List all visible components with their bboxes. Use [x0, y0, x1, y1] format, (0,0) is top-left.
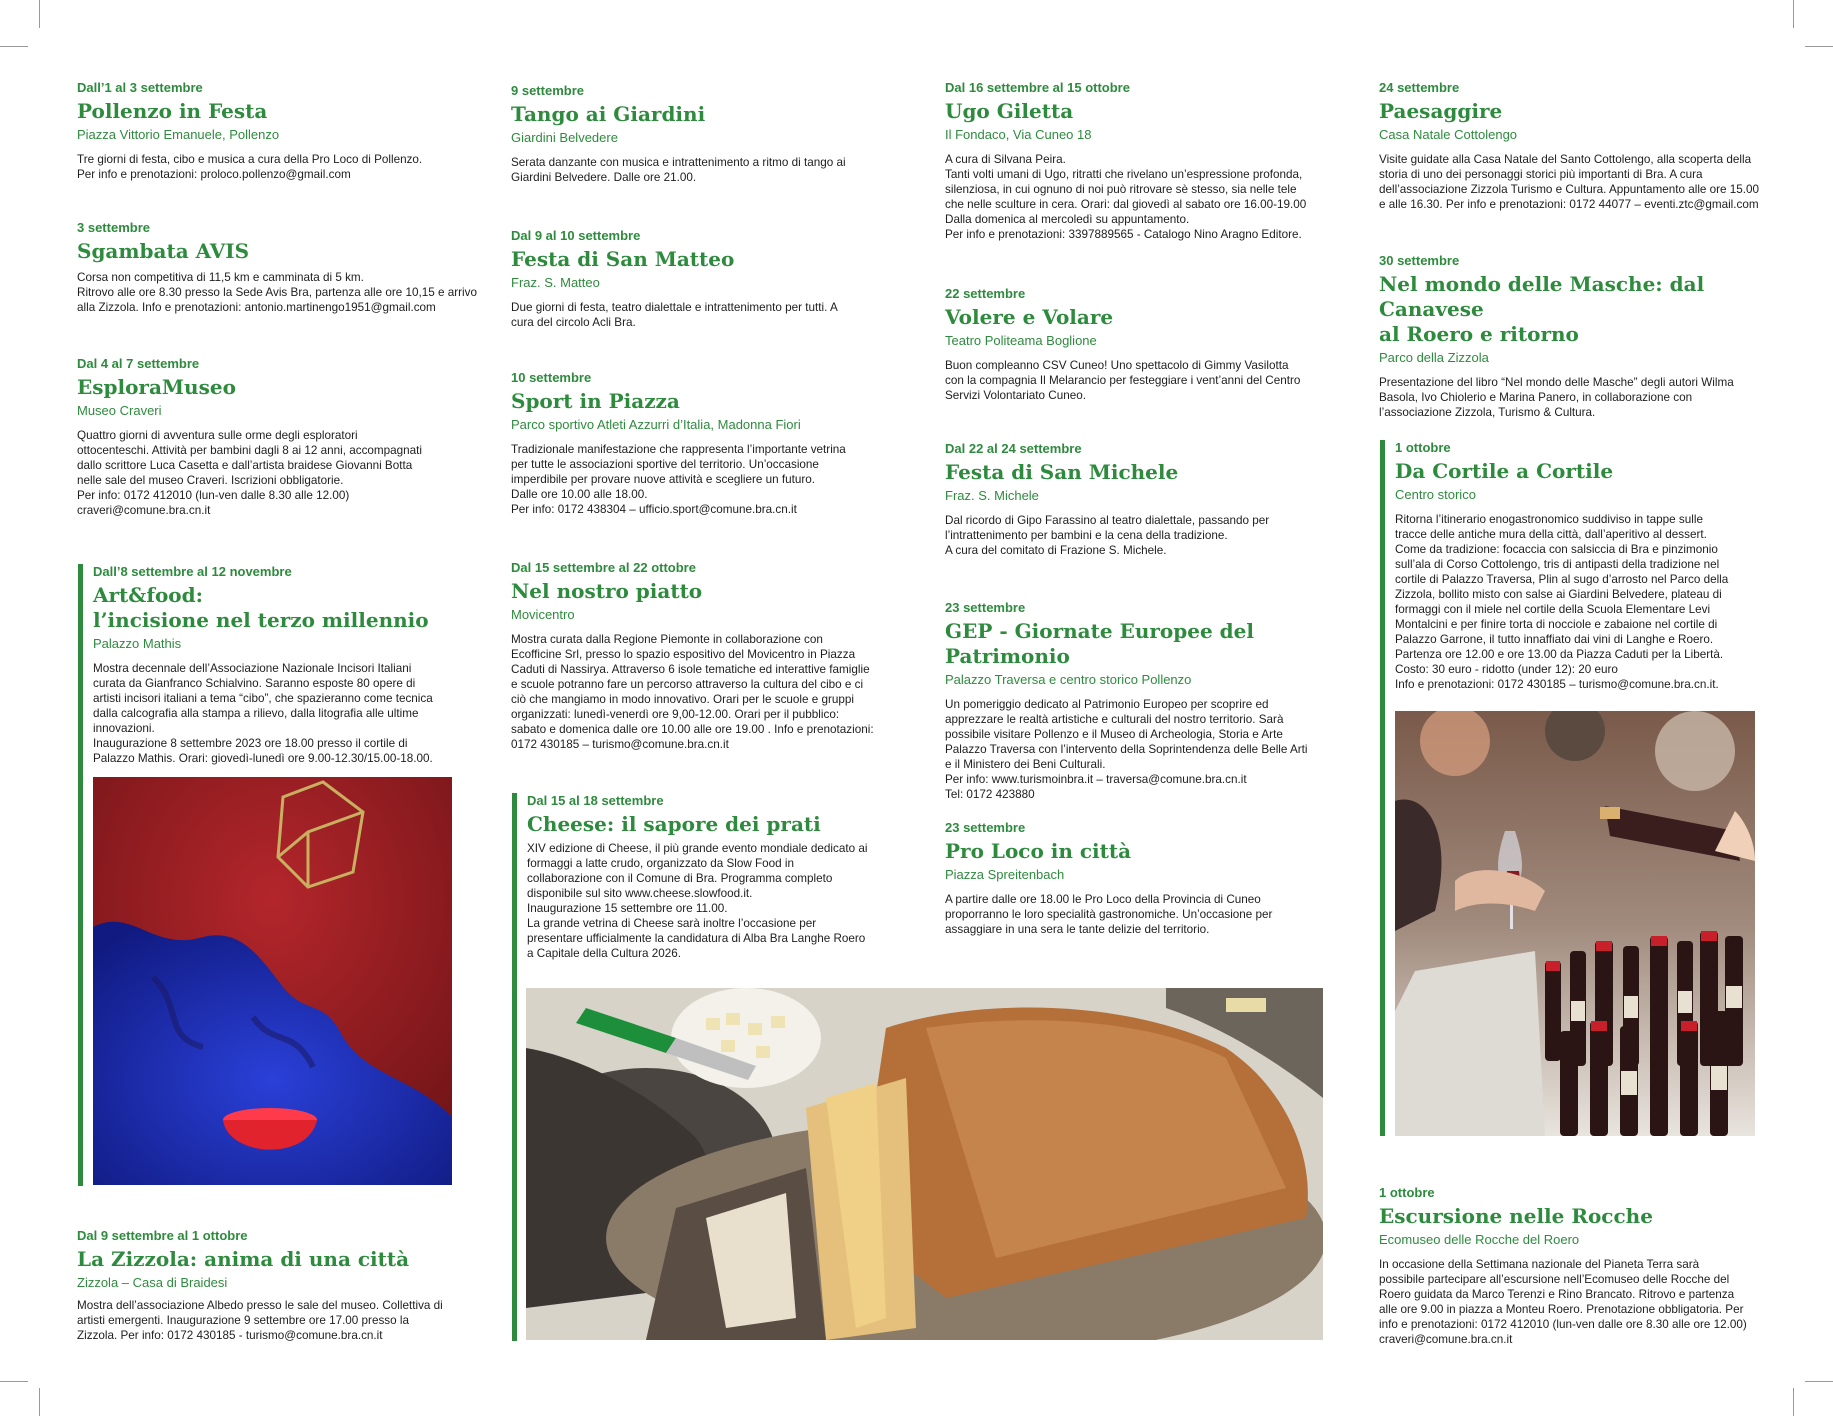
event-date: Dal 9 settembre al 1 ottobre: [77, 1228, 248, 1243]
event-location: Teatro Politeama Boglione: [945, 333, 1097, 348]
event-title: Art&food: l’incisione nel terzo millennio: [93, 583, 429, 632]
event-location: Palazzo Mathis: [93, 636, 182, 651]
event-title: Paesaggire: [1379, 99, 1503, 123]
event-title: Festa di San Matteo: [511, 247, 735, 271]
event-description: Corsa non competitiva di 11,5 km e camminata di 5 km. Ritrovo alle ore 8.30 presso la Sede Avis Bra, partenza alle ore 10,15 e arrivo alla Zizzola. Info e prenotazioni: antonio.martinengo1951@gmail.com: [77, 271, 477, 314]
event-date: 23 settembre: [945, 600, 1026, 615]
event-date: Dal 22 al 24 settembre: [945, 441, 1082, 456]
event-sport-in-piazza: [511, 370, 901, 517]
event-description: Quattro giorni di avventura sulle orme degli esploratori ottocenteschi. Attività per bambini dagli 8 ai 12 anni, accompagnati dallo scrittore Luca Casetta e dall’artista braidese Giovanni Botta nelle sale del museo Craveri. Iscrizioni obbligatorie. Per info: 0172 412010 (lun-ven dalle 8.30 alle 12.00) craveri@comune.bra.cn.it: [77, 429, 422, 517]
event-location: Parco sportivo Atleti Azzurri d’Italia, Madonna Fiori: [511, 417, 801, 432]
event-nel-mondo-delle-masche: [1379, 253, 1789, 420]
event-description: Mostra decennale dell’Associazione Nazionale Incisori Italiani curata da Gianfranco Schialvino. Saranno esposte 80 opere di artisti incisori italiani a tema “cibo”, che spazieranno come tecnica dalla calcografia alla stampa a rilievo, dalla litografia alle ultime innovazioni. Inaugurazione 8 settembre 2023 ore 18.00 presso il cortile di Palazzo Mathis. Orari: giovedì-lunedì ore 9.00-12.30/15.00-18.00.: [93, 662, 433, 765]
cheese-photo: [526, 988, 1323, 1340]
event-date: Dal 15 settembre al 22 ottobre: [511, 560, 696, 575]
event-description: Un pomeriggio dedicato al Patrimonio Europeo per scoprire ed apprezzare le realtà artistiche e culturali del nostro territorio. Sarà possibile visitare Pollenzo e il Museo di Archeologia, Storia e Arte Palazzo Traversa con l’intervento della Soprintendenza delle Belle Arti e il Ministero dei Beni Culturali. Per info: www.turismoinbra.it – traversa@comune.bra.cn.it Tel: 0172 423880: [945, 698, 1308, 801]
event-location: Fraz. S. Michele: [945, 488, 1039, 503]
event-title: Pro Loco in città: [945, 839, 1132, 863]
event-date: Dal 15 al 18 settembre: [527, 793, 664, 808]
event-description: XIV edizione di Cheese, il più grande evento mondiale dedicato ai formaggi a latte crudo, organizzato da Slow Food in collaborazione con il Comune di Bra. Programma completo disponibile sul sito www.cheese.slowfood.it. Inaugurazione 15 settembre ore 11.00. La grande vetrina di Cheese sarà inoltre l’occasione per presentare ufficialmente la candidatura di Alba Bra Langhe Roero a Capitale della Cultura 2026.: [527, 842, 868, 960]
event-description: Mostra dell’associazione Albedo presso le sale del museo. Collettiva di artisti emergenti. Inaugurazione 9 settembre ore 17.00 presso la Zizzola. Per info: 0172 430185 - turismo@comune.bra.cn.it: [77, 1299, 443, 1342]
event-la-zizzola: [77, 1228, 467, 1343]
event-title: Da Cortile a Cortile: [1395, 459, 1614, 483]
event-description: Dal ricordo di Gipo Farassino al teatro dialettale, passando per l’intrattenimento per bambini e la cena della tradizione. A cura del comitato di Frazione S. Michele.: [945, 514, 1270, 557]
event-date: 22 settembre: [945, 286, 1026, 301]
event-pro-loco-in-citta: [945, 820, 1345, 937]
event-description: Due giorni di festa, teatro dialettale e intrattenimento per tutti. A cura del circolo Acli Bra.: [511, 301, 838, 329]
event-festa-di-san-michele: [945, 441, 1345, 558]
event-location: Casa Natale Cottolengo: [1379, 127, 1518, 142]
event-pollenzo-in-festa: [77, 80, 457, 182]
event-nel-nostro-piatto: [511, 560, 911, 752]
event-title: Festa di San Michele: [945, 460, 1179, 484]
event-location: Ecomuseo delle Rocche del Roero: [1379, 1232, 1580, 1247]
event-date: 30 settembre: [1379, 253, 1460, 268]
event-description: Mostra curata dalla Regione Piemonte in collaborazione con Ecofficine Srl, presso lo spazio espositivo del Movicentro in Piazza Caduti di Nassirya. Attraverso 6 isole tematiche ed interattive famiglie e scuole potranno fare un percorso attraverso la cultura del cibo e ci ciò che mangiamo in modo innovativo. Orari per le scuole e gruppi organizzati: lunedì-venerdì ore 9,00-12.00. Orari per il pubblico: sabato e domenica dalle ore 10.00 alle ore 19.00 . Info e prenotazioni: 0172 430185 – turismo@comune.bra.cn.it: [511, 633, 874, 751]
event-title: Sport in Piazza: [511, 389, 680, 413]
event-location: Parco della Zizzola: [1379, 350, 1489, 365]
event-description: Tradizionale manifestazione che rappresenta l’importante vetrina per tutte le associazioni sportive del territorio. Un’occasione imperdibile per provare nuove attività e scegliere un futuro. Dalle ore 10.00 alle 18.00. Per info: 0172 438304 – ufficio.sport@comune.bra.cn.it: [511, 443, 846, 516]
event-location: Museo Craveri: [77, 403, 162, 418]
event-location: Zizzola – Casa di Braidesi: [77, 1275, 228, 1290]
event-tango-ai-giardini: [511, 83, 901, 185]
event-date: 23 settembre: [945, 820, 1026, 835]
event-title: Cheese: il sapore dei prati: [527, 812, 821, 836]
event-location: Fraz. S. Matteo: [511, 275, 600, 290]
event-date: 24 settembre: [1379, 80, 1460, 95]
event-description: Ritorna l’itinerario enogastronomico suddiviso in tappe sulle tracce delle antiche mura della città, dall’aperitivo al dessert. Come da tradizione: focaccia con salsiccia di Bra e pinzimonio sull’ala di Corso Cottolengo, tris di antipasti della tradizione nel cortile di Palazzo Traversa, Plin al sugo d’arrosto nel Parco della Zizzola, bollito misto con salse ai Giardini Belvedere, plateau di formaggi con il miele nel cortile della Scuola Elementare Levi Montalcini e per finire torta di nocciole e zabaione nel cortile di Palazzo Garrone, il tutto innaffiato dai vini di Langhe e Roero. Partenza ore 12.00 e ore 13.00 da Piazza Caduti per la Libertà. Costo: 30 euro - ridotto (under 12): 20 euro Info e prenotazioni: 0172 430185 – turismo@comune.bra.cn.it.: [1395, 513, 1729, 691]
event-date: 10 settembre: [511, 370, 592, 385]
event-description: Tre giorni di festa, cibo e musica a cura della Pro Loco di Pollenzo. Per info e prenotazioni: proloco.pollenzo@gmail.com: [77, 153, 423, 181]
event-title: Nel nostro piatto: [511, 579, 703, 603]
event-date: Dall’1 al 3 settembre: [77, 80, 203, 95]
event-volere-e-volare: [945, 286, 1345, 403]
event-date: Dall’8 settembre al 12 novembre: [93, 564, 292, 579]
event-date: 3 settembre: [77, 220, 150, 235]
event-location: Centro storico: [1395, 487, 1476, 502]
event-ugo-giletta: [945, 80, 1345, 242]
event-title: Escursione nelle Rocche: [1379, 1204, 1653, 1228]
event-festa-di-san-matteo: [511, 228, 901, 330]
event-title: Tango ai Giardini: [511, 102, 706, 126]
event-description: A partire dalle ore 18.00 le Pro Loco della Provincia di Cuneo proporranno le loro specialità gastronomiche. Un’occasione per assaggiare in una sera le tante delizie del territorio.: [945, 893, 1273, 936]
event-esploramuseo: [77, 356, 457, 518]
event-paesaggire: [1379, 80, 1779, 212]
event-escursione-nelle-rocche: [1379, 1185, 1799, 1347]
wine-tasting-photo: [1395, 711, 1755, 1136]
event-date: 1 ottobre: [1379, 1185, 1435, 1200]
event-title: EsploraMuseo: [77, 375, 236, 399]
event-description: Presentazione del libro “Nel mondo delle Masche” degli autori Wilma Basola, Ivo Chiolerio e Marina Panero, in collaborazione con l’associazione Zizzola, Turismo & Cultura.: [1379, 376, 1734, 419]
event-title: Ugo Giletta: [945, 99, 1074, 123]
event-sgambata-avis: [77, 220, 477, 315]
event-date: 9 settembre: [511, 83, 584, 98]
event-title: Sgambata AVIS: [77, 239, 250, 263]
event-title: La Zizzola: anima di una città: [77, 1247, 410, 1271]
event-date: Dal 16 settembre al 15 ottobre: [945, 80, 1130, 95]
event-location: Piazza Vittorio Emanuele, Pollenzo: [77, 127, 280, 142]
event-location: Piazza Spreitenbach: [945, 867, 1065, 882]
event-location: Giardini Belvedere: [511, 130, 618, 145]
event-description: Visite guidate alla Casa Natale del Santo Cottolengo, alla scoperta della storia di uno dei personaggi storici più importanti di Bra. A cura dell’associazione Zizzola Turismo e Cultura. Appuntamento alle ore 15.00 e alle 16.30. Per info e prenotazioni: 0172 44077 – eventi.ztc@gmail.com: [1379, 153, 1760, 211]
event-date: 1 ottobre: [1395, 440, 1451, 455]
event-location: Palazzo Traversa e centro storico Pollenzo: [945, 672, 1192, 687]
event-description: A cura di Silvana Peira. Tanti volti umani di Ugo, ritratti che rivelano un’espressione profonda, silenziosa, in cui ognuno di noi può ritrovare sè stesso, sia nelle tele che nelle sculture in cera. Orari: dal giovedì al sabato ore 16.00-19.00 Dalla domenica al mercoledì su appuntamento. Per info e prenotazioni: 3397889565 - Catalogo Nino Aragno Editore.: [945, 153, 1307, 241]
event-title: Volere e Volare: [945, 305, 1114, 329]
event-location: Movicentro: [511, 607, 575, 622]
event-description: Buon compleanno CSV Cuneo! Uno spettacolo di Gimmy Vasilotta con la compagnia Il Melarancio per festeggiare i vent’anni del Centro Servizi Volontariato Cuneo.: [945, 359, 1301, 402]
event-description: In occasione della Settimana nazionale del Pianeta Terra sarà possibile partecipare all’escursione nell’Ecomuseo delle Rocche del Roero guidata da Marco Terenzi e Rino Brancato. Ritrovo e partenza alle ore 9.00 in piazza a Monteu Roero. Prenotazione obbligatoria. Per info e prenotazioni: 0172 412010 (lun-ven dalle ore 8.30 alle ore 12.00) craveri@comune.bra.cn.it: [1379, 1258, 1747, 1346]
event-title: Pollenzo in Festa: [77, 99, 268, 123]
event-date: Dal 4 al 7 settembre: [77, 356, 200, 371]
event-title: Nel mondo delle Masche: dal Canavese al Roero e ritorno: [1379, 272, 1705, 346]
event-title: GEP - Giornate Europee del Patrimonio: [945, 619, 1254, 668]
artwork-image: [93, 777, 452, 1185]
event-location: Il Fondaco, Via Cuneo 18: [945, 127, 1092, 142]
event-description: Serata danzante con musica e intrattenimento a ritmo di tango ai Giardini Belvedere. Dalle ore 21.00.: [511, 156, 846, 184]
event-gep: [945, 600, 1355, 802]
event-date: Dal 9 al 10 settembre: [511, 228, 641, 243]
